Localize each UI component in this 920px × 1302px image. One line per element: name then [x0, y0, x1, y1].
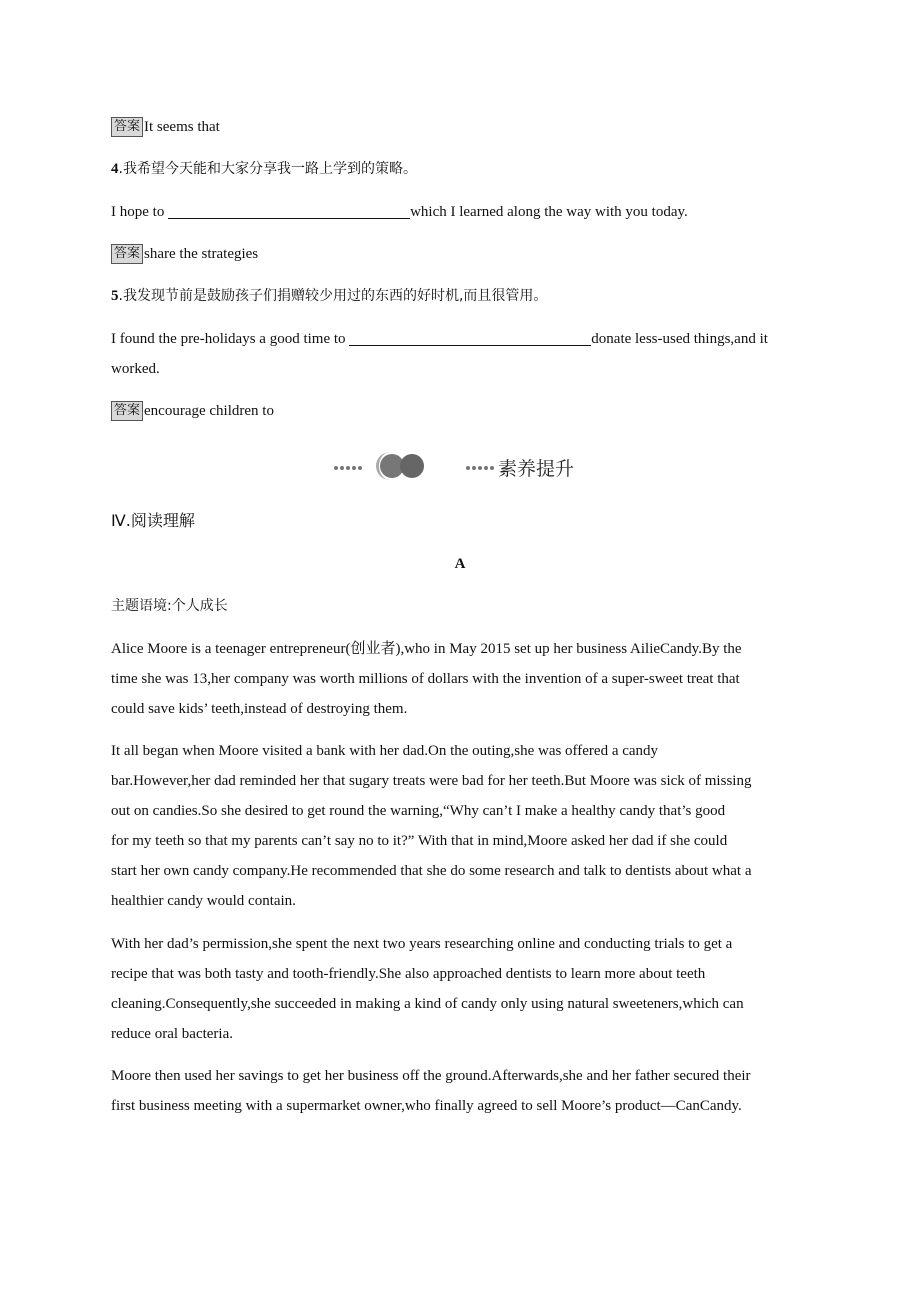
- q5-number: 5: [111, 288, 119, 304]
- passage-paragraph-2: [111, 736, 811, 916]
- q4-prompt: [111, 154, 811, 184]
- q4-text-before: I hope to: [111, 204, 169, 220]
- section-heading: Ⅳ.阅读理解: [111, 511, 195, 530]
- divider-title: 素养提升: [498, 458, 575, 480]
- passage-line: could save kids’ teeth,instead of destroying them.: [111, 701, 408, 717]
- q5-sentence: [111, 324, 811, 354]
- q3-answer-line: [111, 112, 811, 142]
- q4-text-after: which I learned along the way with you today.: [410, 204, 688, 220]
- q4-number: 4: [111, 161, 119, 177]
- passage-line: out on candies.So she desired to get round the warning,“Why can’t I make a healthy candy that’s good: [111, 803, 726, 819]
- q5-answer-line: [111, 396, 811, 426]
- passage-line: reduce oral bacteria.: [111, 1026, 233, 1042]
- passage-line: cleaning.Consequently,she succeeded in making a kind of candy only using natural sweeteners,which can: [111, 996, 744, 1012]
- passage-line: healthier candy would contain.: [111, 893, 296, 909]
- q5-sentence-line2: worked.: [111, 361, 160, 377]
- part-label: A: [454, 556, 466, 572]
- q4-blank: [168, 202, 410, 219]
- q4-answer-text: share the strategies: [144, 246, 259, 262]
- passage-line: first business meeting with a supermarket owner,who finally agreed to sell Moore’s product—CanCandy.: [111, 1098, 742, 1114]
- dots-left-icon: [334, 464, 364, 472]
- theme-context: 主题语境:个人成长: [111, 598, 228, 614]
- dots-right-icon: [466, 464, 496, 472]
- q5-prompt: [111, 281, 811, 311]
- answer-badge: 答案: [111, 401, 143, 421]
- passage-paragraph-3: [111, 929, 811, 1049]
- passage-line: With her dad’s permission,she spent the next two years researching online and conducting trials to get a: [111, 936, 733, 952]
- passage-line: for my teeth so that my parents can’t say no to it?” With that in mind,Moore asked her dad if she could: [111, 833, 728, 849]
- passage-line: Moore then used her savings to get her business off the ground.Afterwards,she and her father secured their: [111, 1068, 751, 1084]
- q5-text-after: donate less-used things,and it: [591, 331, 768, 347]
- q4-sentence: [111, 197, 811, 227]
- passage-line: start her own candy company.He recommended that she do some research and talk to dentists about what a: [111, 863, 752, 879]
- passage-line: bar.However,her dad reminded her that sugary treats were bad for her teeth.But Moore was sick of missing: [111, 773, 752, 789]
- section-divider: [334, 452, 594, 482]
- q3-answer-text: It seems that: [144, 119, 220, 135]
- answer-badge: 答案: [111, 117, 143, 137]
- q5-text-before: I found the pre-holidays a good time to: [111, 331, 350, 347]
- passage-line: time she was 13,her company was worth millions of dollars with the invention of a super-sweet treat that: [111, 671, 740, 687]
- q4-answer-line: [111, 239, 811, 269]
- passage-line: recipe that was both tasty and tooth-friendly.She also approached dentists to learn more about teeth: [111, 966, 706, 982]
- passage-line: Alice Moore is a teenager entrepreneur(创业者),who in May 2015 set up her business AilieCandy.By the: [111, 641, 742, 657]
- q5-blank: [349, 329, 591, 346]
- q4-prompt-cn: .我希望今天能和大家分享我一路上学到的策略。: [118, 161, 417, 177]
- passage-line: It all began when Moore visited a bank with her dad.On the outing,she was offered a candy: [111, 743, 659, 759]
- passage-paragraph-1: [111, 634, 811, 724]
- q5-prompt-cn: .我发现节前是鼓励孩子们捐赠较少用过的东西的好时机,而且很管用。: [118, 288, 548, 304]
- circle-right-icon: [400, 454, 424, 478]
- q5-answer-text: encourage children to: [144, 403, 274, 419]
- answer-badge: 答案: [111, 244, 143, 264]
- passage-paragraph-4: [111, 1061, 811, 1121]
